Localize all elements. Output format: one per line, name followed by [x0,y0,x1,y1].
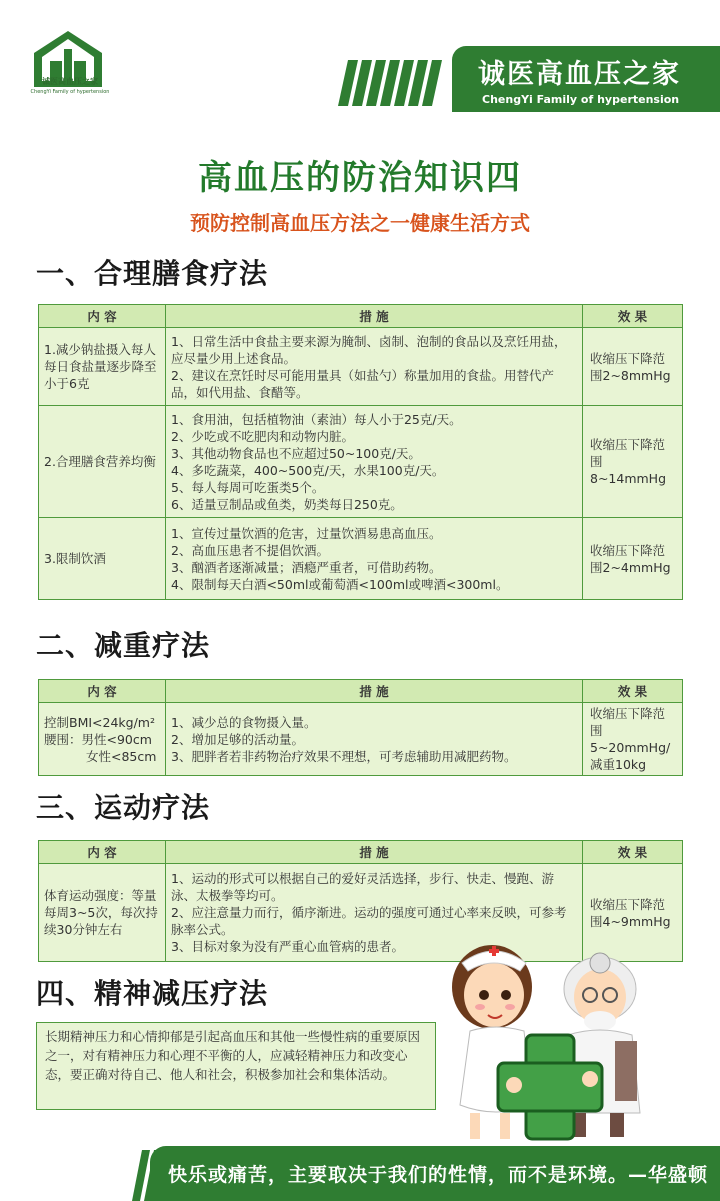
section-heading-diet: 一、合理膳食疗法 [36,257,269,290]
effect-cell: 收缩压下降范围2~8mmHg [583,328,683,406]
footer-quote: 快乐或痛苦，主要取决于我们的性情，而不是环境。—华盛顿 [168,1164,709,1186]
logo-subtext: ChengYi Family of hypertension [30,89,110,95]
measure-item: 4、限制每天白酒<50ml或葡萄酒<100ml或啤酒<300ml。 [171,576,509,592]
header-effect: 效 果 [583,305,683,328]
content-cell: 1.减少钠盐摄入每人每日食盐量逐步降至小于6克 [39,328,166,406]
table-row [39,518,683,600]
logo-house-icon [30,18,106,100]
header-measures: 措 施 [166,305,583,328]
header-effect: 效 果 [583,680,683,703]
measures-cell [166,406,583,518]
measure-item: 1、宣传过量饮酒的危害，过量饮酒易患高血压。 [171,525,442,541]
table-row [39,328,683,406]
measure-item: 2、高血压患者不提倡饮酒。 [171,542,329,558]
content-cell: 3.限制饮酒 [39,518,166,600]
logo-text: 诚医高血压之家 [42,77,98,86]
measure-item: 6、适量豆制品或鱼类，奶类每日250克。 [171,496,403,512]
content-line: 控制BMI<24kg/m² [44,714,155,730]
measures-cell [166,328,583,406]
content-cell [39,703,166,776]
header-measures: 措 施 [166,680,583,703]
banner-title: 诚医高血压之家 [478,59,681,90]
doctor-nurse-illustration [440,935,720,1147]
table-row [39,406,683,518]
content-cell: 2.合理膳食营养均衡 [39,406,166,518]
effect-cell: 收缩压下降范围8~14mmHg [583,406,683,518]
measure-item: 4、多吃蔬菜，400~500克/天，水果100克/天。 [171,462,445,478]
measure-item: 5、每人每周可吃蛋类5个。 [171,479,325,495]
measures-cell [166,703,583,776]
measures-cell [166,518,583,600]
header-content: 内 容 [39,841,166,864]
header-effect: 效 果 [583,841,683,864]
measure-item: 3、肥胖者若非药物治疗效果不理想，可考虑辅助用减肥药物。 [171,748,517,764]
header-content: 内 容 [39,680,166,703]
content-cell: 体育运动强度：等量每周3~5次，每次持续30分钟左右 [39,864,166,962]
section-heading-weight: 二、减重疗法 [36,629,211,662]
content-line: 女性<85cm [86,748,157,764]
page-subtitle: 预防控制高血压方法之一健康生活方式 [190,211,530,235]
header-content: 内 容 [39,305,166,328]
measure-item: 1、食用油，包括植物油（素油）每人小于25克/天。 [171,411,462,427]
measure-item: 3、其他动物食品也不应超过50~100克/天。 [171,445,421,461]
table-row [39,703,683,776]
effect-cell: 收缩压下降范围2~4mmHg [583,518,683,600]
section-heading-exercise: 三、运动疗法 [36,791,211,824]
effect-cell: 收缩压下降范围4~9mmHg [583,864,683,962]
measure-item: 2、少吃或不吃肥肉和动物内脏。 [171,428,354,444]
measure-item: 2、增加足够的活动量。 [171,731,304,747]
measure-item: 3、酗酒者逐渐减量；酒瘾严重者，可借助药物。 [171,559,442,575]
effect-cell: 收缩压下降范围5~20mmHg/减重10kg [583,703,683,776]
measure-item: 1、日常生活中食盐主要来源为腌制、卤制、泡制的食品以及烹饪用盐，应尽量少用上述食品。 [171,333,567,366]
section-heading-mental: 四、精神减压疗法 [36,977,269,1010]
measure-item: 1、减少总的食物摄入量。 [171,714,317,730]
content-line: 腰围：男性<90cm [44,731,152,747]
measure-item: 2、建议在烹饪时尽可能用量具（如盐勺）称量加用的食盐。用替代产品，如代用盐、食醋等。 [171,367,554,400]
page-title: 高血压的防治知识四 [198,158,522,198]
banner-subtitle: ChengYi Family of hypertension [482,93,680,106]
mental-text-box: 长期精神压力和心情抑郁是引起高血压和其他一些慢性病的重要原因之一，对有精神压力和心理不平衡的人，应减轻精神压力和改变心态，要正确对待自己、他人和社会，积极参加社会和集体活动。 [36,1022,436,1110]
header-stripes [330,60,450,106]
measure-item: 3、目标对象为没有严重心血管病的患者。 [171,939,404,954]
diet-table [38,304,683,600]
weight-table [38,679,683,776]
measure-item: 2、应注意量力而行，循序渐进。运动的强度可通过心率来反映，可参考脉率公式。 [171,905,567,937]
measure-item: 1、运动的形式可以根据自己的爱好灵活选择，步行、快走、慢跑、游泳、太极拳等均可。 [171,871,554,903]
header-measures: 措 施 [166,841,583,864]
